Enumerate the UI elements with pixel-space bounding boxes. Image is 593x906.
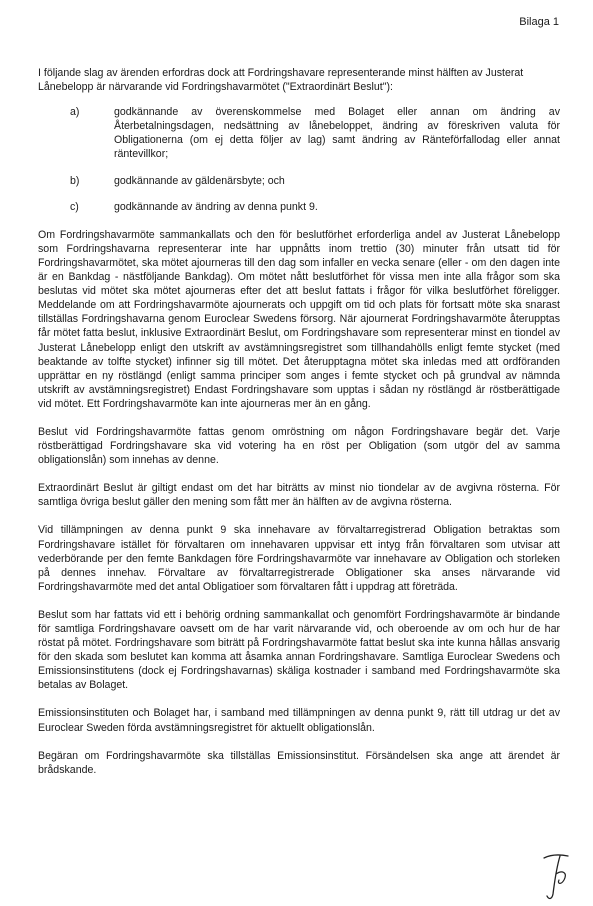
list-item-text: godkännande av ändring av denna punkt 9.	[114, 200, 318, 213]
paragraph-meeting-request: Begäran om Fordringshavarmöte ska tillställas Emissionsinstitut. Försändelsen ska ange att ärendet är brådskande.	[38, 749, 560, 776]
signature-initials-icon	[540, 850, 574, 902]
paragraph-register-extract: Emissionsinstituten och Bolaget har, i samband med tillämpningen av denna punkt 9, rätt till utdrag ur det av Euroclear Sweden förda avstämningsregistret för aktuellt obligationslån.	[38, 707, 560, 734]
page-header-label: Bilaga 1	[519, 16, 559, 28]
intro-paragraph: I följande slag av ärenden erfordras dock att Fordringshavare representerande minst hälften av Justerat Lånebelopp är närvarande vid Fordringshavarmötet ("Extraordinärt Beslut"):	[38, 67, 524, 94]
list-item	[38, 200, 560, 214]
list-item-marker: b)	[70, 174, 80, 187]
paragraph-nominee-holders: Vid tillämpningen av denna punkt 9 ska innehavare av förvaltarregistrerad Obligation betraktas som Fordringshavare istället för förvaltaren om innehavaren uppvisar ett intyg från förvaltaren som utvisar att vederbörande per den femte Bankdagen före Fordringshavarmöte var innehavare av Obligation och storleken på dennes innehav. Förvaltare av förvaltarregistrerade Obligationer ska anses närvarande vid Fordringshavarmöte med det antal Obligatioer som förvaltaren fått i uppdrag att företräda.	[38, 524, 560, 593]
paragraph-binding-decisions: Beslut som har fattats vid ett i behörig ordning sammankallat och genomfört Fordringshavarmöte är bindande för samtliga Fordringshavare oavsett om de har varit närvarande vid, och oberoende av om och hur de har röstat på mötet. Fordringshavare som biträtt på Fordringshavarmöte fattat beslut ska inte kunna hållas ansvarig för den skada som beslutet kan komma att åsamka annan Fordringshavare. Samtliga Euroclear Swedens och Emissionsinstitutens (dock ej Fordringshavarnas) skäliga kostnader i samband med Fordringshavarmöte ska betalas av Bolaget.	[38, 608, 560, 692]
paragraph-voting: Beslut vid Fordringshavarmöte fattas genom omröstning om någon Fordringshavare begär det. Varje röstberättigad Fordringshavare ska vid votering ha en röst per Obligation (som utgör del av samma obligationslån) som innehas av denne.	[38, 425, 560, 467]
paragraph-adjournment: Om Fordringshavarmöte sammankallats och den för beslutförhet erforderliga andel av Justerat Lånebelopp som Fordringshavarna representerar inte har uppnåtts inom trettio (30) minuter från utsatt tid för Fordringshavarmötet, ska mötet ajourneras till den dag som infaller en vecka senare (eller - om den dagen inte är en Bankdag - nästföljande Bankdag). Om mötet nått beslutförhet för vissa men inte alla frågor som ska beslutas vid mötet ska mötet ajourneras efter det att beslut fattats i frågor för vilka beslutförhet föreligger. Meddelande om att Fordringshavarmöte ajournerats och uppgift om tid och plats för fortsatt möte ska snarast tillställas Fordringshavarna genom Euroclear Swedens försorg. När ajournerat Fordringshavarmöte återupptas får mötet fatta beslut, inklusive Extraordinärt Beslut, om Fordringshavare som representerar minst en tiondel av Justerat Lånebelopp enligt den utskrift av avstämningsregistret som tillhandahölls enligt femte stycket (med beaktande av tolfte stycket) infinner sig till mötet. Det återupptagna mötet ska inledas med att ordföranden upprättar en ny röstlängd (enligt samma principer som anges i femte stycket och på grundval av nämnda utskrift av avstämningsregistret) Endast Fordringshavare som upptas i sådan ny röstlängd är röstberättigade vid mötet. Ett Fordringshavarmöte kan inte ajourneras mer än en gång.	[38, 228, 560, 410]
list-item-marker: a)	[70, 106, 80, 119]
paragraph-extraordinary-decision: Extraordinärt Beslut är giltigt endast om det har biträtts av minst nio tiondelar av de avgivna rösterna. För samtliga övriga beslut gäller den mening som fått mer än hälften av de avgivna rösterna.	[38, 482, 560, 509]
document-body	[38, 66, 560, 791]
body-paragraphs	[38, 228, 560, 777]
list-item-text: godkännande av överenskommelse med Bolaget eller annan om ändring av Återbetalningsdagen, nedsättning av lånebeloppet, ändring av föreskriven valuta för Obligationerna (om ej detta följer av lag) samt ändring av Ränteförfallodag eller annat räntevillkor;	[114, 106, 560, 161]
list-item	[38, 174, 560, 188]
list-item	[38, 105, 560, 161]
decision-list	[38, 105, 560, 214]
list-item-marker: c)	[70, 200, 79, 213]
list-item-text: godkännande av gäldenärsbyte; och	[114, 174, 285, 187]
